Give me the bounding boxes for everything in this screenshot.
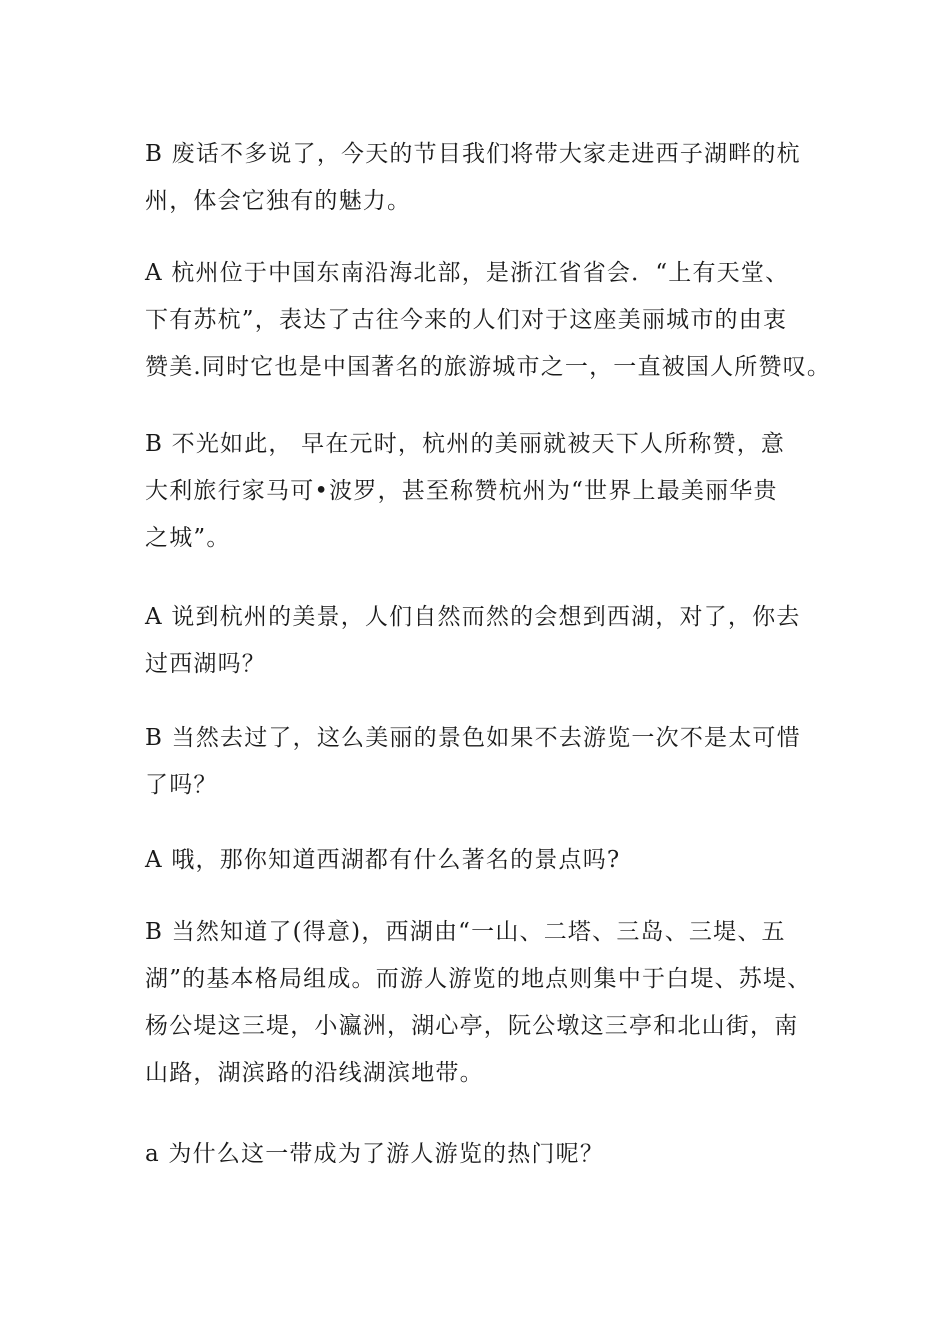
paragraph-line: B 废话不多说了，今天的节目我们将带大家走进西子湖畔的杭 bbox=[145, 141, 801, 167]
paragraph-line: 赞美.同时它也是中国著名的旅游城市之一，一直被国人所赞叹。 bbox=[145, 354, 832, 380]
paragraph-line: B 不光如此， 早在元时，杭州的美丽就被天下人所称赞，意 bbox=[145, 431, 786, 457]
paragraph-4 bbox=[145, 599, 835, 682]
paragraph-line: B 当然知道了(得意)，西湖由“一山、二塔、三岛、三堤、五 bbox=[145, 919, 786, 945]
paragraph-3 bbox=[145, 426, 835, 556]
paragraph-line: 湖”的基本格局组成。而游人游览的地点则集中于白堤、苏堤、 bbox=[145, 966, 812, 992]
paragraph-line: 山路，湖滨路的沿线湖滨地带。 bbox=[145, 1060, 484, 1086]
paragraph-line: 杨公堤这三堤，小瀛洲，湖心亭，阮公墩这三亭和北山街，南 bbox=[145, 1013, 799, 1039]
paragraph-line: a 为什么这一带成为了游人游览的热门呢？ bbox=[145, 1141, 605, 1167]
paragraph-1 bbox=[145, 136, 835, 219]
paragraph-5 bbox=[145, 720, 835, 803]
paragraph-line: B 当然去过了，这么美丽的景色如果不去游览一次不是太可惜 bbox=[145, 725, 801, 751]
paragraph-line: 州，体会它独有的魅力。 bbox=[145, 188, 412, 214]
paragraph-line: 下有苏杭”，表达了古往今来的人们对于这座美丽城市的由衷 bbox=[145, 307, 788, 333]
paragraph-line: 之城”。 bbox=[145, 525, 231, 551]
paragraph-line: 了吗？ bbox=[145, 772, 218, 798]
paragraph-line: A 杭州位于中国东南沿海北部，是浙江省省会．“上有天堂、 bbox=[145, 260, 790, 286]
paragraph-line: 大利旅行家马可•波罗，甚至称赞杭州为“世界上最美丽华贵 bbox=[145, 478, 778, 504]
paragraph-2 bbox=[145, 255, 835, 385]
paragraph-line: A 哦，那你知道西湖都有什么著名的景点吗? bbox=[145, 847, 621, 873]
paragraph-line: 过西湖吗？ bbox=[145, 651, 266, 677]
paragraph-8 bbox=[145, 1136, 835, 1172]
paragraph-7 bbox=[145, 914, 835, 1091]
paragraph-6 bbox=[145, 842, 835, 878]
paragraph-line: A 说到杭州的美景，人们自然而然的会想到西湖，对了，你去 bbox=[145, 604, 801, 630]
